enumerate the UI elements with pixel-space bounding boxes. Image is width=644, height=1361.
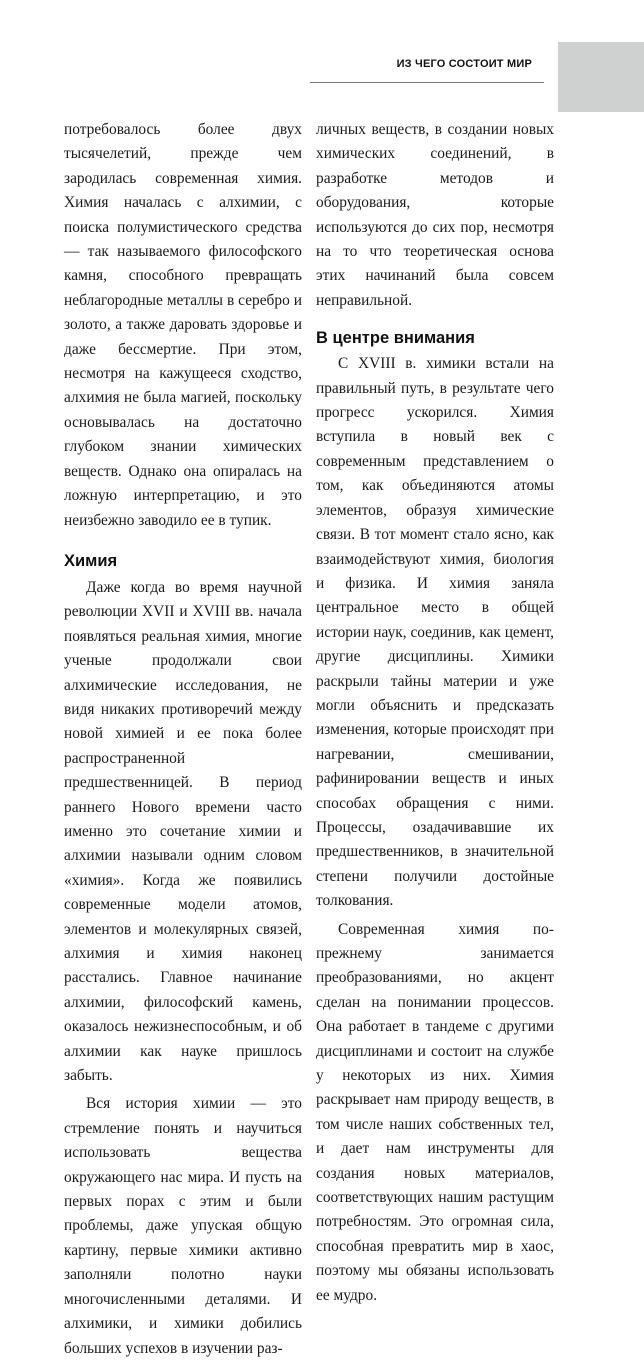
right-column <box>316 118 554 1308</box>
section-heading-chemistry: Химия <box>64 551 118 570</box>
left-column <box>64 118 302 1361</box>
chapter-tab <box>558 42 644 112</box>
header-rule <box>310 82 544 83</box>
paragraph: потребовалось более двух тысячелетий, прежде чем зародилась современная химия. Химия началась с алхимии, с поиска полумистического средства — так называемого философского камня, способного превращать неблагородные металлы в серебро и золото, а также даровать здоровье и даже бессмертие. При этом, несмотря на кажущееся сходство, алхимия не была магией, поскольку основывалась на достаточно глубоком знании химических веществ. Однако она опиралась на ложную интерпретацию, и это неизбежно заводило ее в тупик. <box>64 121 302 529</box>
paragraph: Вся история химии — это стремление понять и научиться использовать вещества окружающего нас мира. И пусть на первых порах с этим и были проблемы, даже упуская общую картину, первые химики активно заполняли полотно науки многочисленными деталями. И алхимики, и химики добились больших успехов в изучении раз- <box>64 1095 302 1357</box>
paragraph: Современная химия по-прежнему занимается преобразованиями, но акцент сделан на понимании процессов. Она работает в тандеме с другими дисциплинами и состоит на службе у некоторых из них. Химия раскрывает нам природу веществ, в том числе наших собственных тел, и дает нам инструменты для создания новых материалов, соответствующих нашим растущим потребностям. Это огромная сила, способная превратить мир в хаос, поэтому мы обязаны использовать ее мудро. <box>316 920 554 1304</box>
running-head: ИЗ ЧЕГО СОСТОИТ МИР <box>396 58 532 70</box>
paragraph: С XVIII в. химики встали на правильный путь, в результате чего прогресс ускорился. Химия вступила в новый век с современным представлением о том, как объединяются атомы элементов, образуя химические связи. В тот момент стало ясно, как взаимодействуют химия, биология и физика. И химия заняла центральное место в общей истории наук, соединив, как цемент, другие дисциплины. Химики раскрыли тайны материи и уже могли объяснить и предсказать изменения, которые происходят при нагревании, смешивании, рафинировании веществ и иных способах обращения с ними. Процессы, озадачивавшие их предшественников, в значительной степени получили достойные толкования. <box>316 355 554 910</box>
paragraph: Даже когда во время научной революции XVII и XVIII вв. начала появляться реальная химия, многие ученые продолжали свои алхимические исследования, не видя никаких противоречий между новой химией и ее пока более распространенной предшественницей. В период раннего Нового времени часто именно это сочетание химии и алхимии называли одним словом «химия». Когда же появились современные модели атомов, элементов и молекулярных связей, алхимия и химия наконец расстались. Главное начинание алхимии, философский камень, оказалось нежизнеспособным, и об алхимии как науке пришлось забыть. <box>64 578 302 1085</box>
paragraph: личных веществ, в создании новых химических соединений, в разработке методов и оборудования, которые используются до сих пор, несмотря на то что теоретическая основа этих начинаний была совсем неправильной. <box>316 121 554 309</box>
section-heading-focus: В центре внимания <box>316 329 475 348</box>
